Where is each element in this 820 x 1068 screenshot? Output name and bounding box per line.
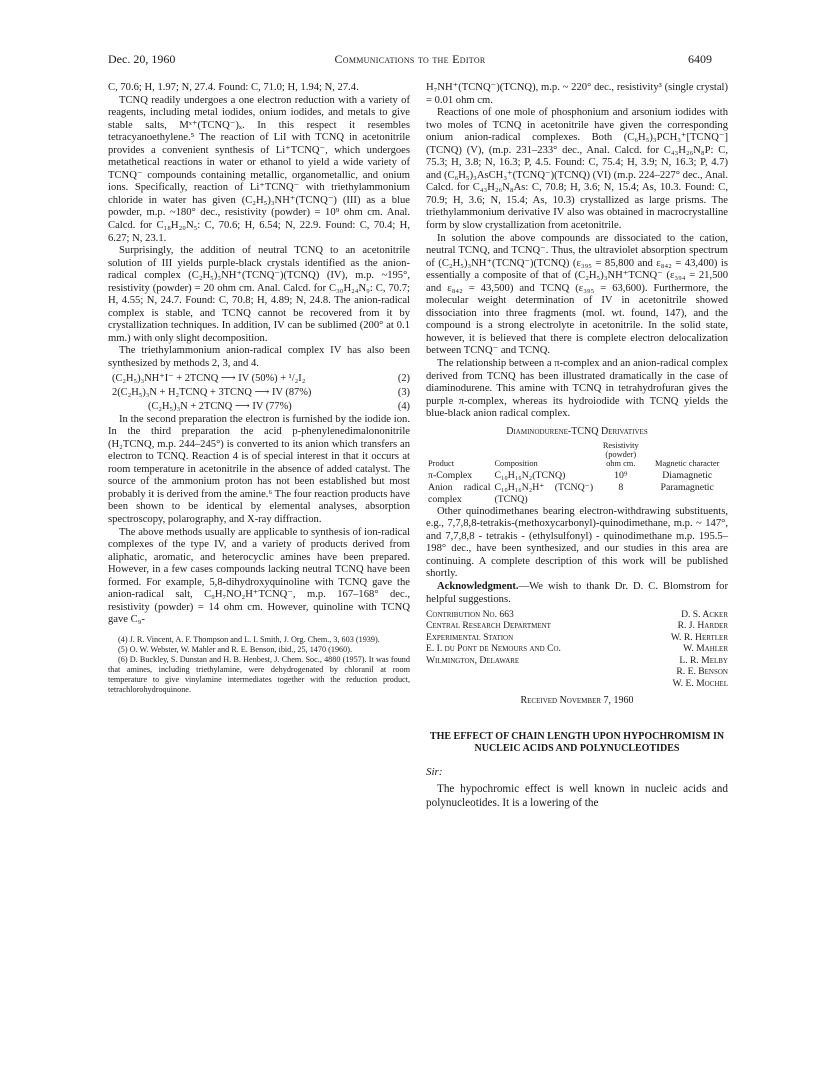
paragraph: The above methods usually are applicable to synthesis of ion-radical complexes of the type IV, and a variety of products derived from aliphatic, aromatic, and heterocyclic amines have been prepared. However, in a few cases compounds lacking neutral TCNQ have been formed. For example, 5,8-dihydroxyquinoline with TCNQ gave the anion-radical salt, C₉H₇NO₂H⁺TCNQ⁻, m.p. 167–168° dec., resistivity (powder) = 14 ohm cm. However, quinoline with TCNQ gave C₉- [108, 526, 410, 626]
equation-number: (2) [397, 372, 410, 384]
paragraph: H₇NH⁺(TCNQ⁻)(TCNQ), m.p. ~ 220° dec., resistivity³ (single crystal) = 0.01 ohm cm. [426, 82, 728, 106]
acknowledgment-label: Acknowledgment. [437, 580, 519, 592]
footnote-5: (5) O. W. Webster, W. Mahler and R. E. Benson, ibid., 25, 1470 (1960). [118, 644, 352, 654]
paragraph: C, 70.6; H, 1.97; N, 27.4. Found: C, 71.0; H, 1.94; N, 27.4. [108, 82, 359, 93]
table-cell: 8 [618, 482, 624, 494]
paragraph: TCNQ readily undergoes a one electron reduction with a variety of reagents, including metal iodides, onium iodides, and metals to give stable salts, Mˣ⁺(TCNQ⁻)ₓ. In this respect it resembles tetracyanoethylene.⁵ The reaction of LiI with TCNQ in acetonitrile provides a convenient synthesis of Li⁺TCNQ⁻, which undergoes metathetical reactions in water or ethanol to yield a wide variety of TCNQ⁻ compounds containing metallic, organometallic, and onium ions. Specifically, reaction of Li⁺TCNQ⁻ with triethylammonium chloride in water has given (C₂H₅)₃NH⁺(TCNQ⁻) (III) as a blue powder, m.p. ~180° dec., resistivity (powder) = 10⁹ ohm cm. Anal. Calcd. for C₁₈H₂₀N₅: C, 70.6; H, 6.54; N, 22.9. Found: C, 70.4; H, 6.27; N, 23.1. [108, 94, 410, 244]
author: R. J. Harder [677, 620, 728, 632]
page-number: 6409 [688, 52, 712, 66]
paragraph: In the second preparation the electron is furnished by the iodide ion. In the third preparation the acid p-phenylenedimalononitrile (H₂TCNQ, m.p. 244–245°) is converted to its anion which transfers an electron to TCNQ. Reaction 4 is of special interest in that it occurs at room temperature in acetonitrile in the absence of added catalyst. The source of the ammonium proton has not been established but most probably it is derived from the amine.⁶ The four reaction products have been shown to be identical by elemental analyses, absorption spectroscopy, polarography, and X-ray diffraction. [108, 413, 410, 525]
table-cell: Anion radical complex [428, 482, 491, 505]
table-cell: Paramagnetic [660, 482, 714, 494]
page-header [108, 52, 712, 68]
received-date: Received November 7, 1960 [520, 694, 634, 706]
table-row [426, 470, 728, 482]
paragraph: The relationship between a π-complex and an anion-radical complex derived from TCNQ has been illustrated dramatically in the case of diaminodurene. This amine with TCNQ in tetrahydrofuran gives the purple π-complex, whereas its hydroiodide with TCNQ yields the blue-black anion radical complex. [426, 358, 728, 420]
affiliation [426, 609, 618, 689]
affiliation-line: Central Research Department [426, 620, 551, 632]
author: W. R. Hertler [670, 631, 728, 643]
header-date: Dec. 20, 1960 [108, 52, 176, 66]
equation-3 [108, 386, 410, 399]
paragraph: Reactions of one mole of phosphonium and arsonium iodides with two moles of TCNQ in acetonitrile have given the corresponding onium anion-radical complexes. Both (C₆H₅)₃PCH₃⁺[TCNQ⁻](TCNQ) (V), (m.p. 231–233° dec., Anal. Calcd. for C₄₃H₂₆N₈P: C, 75.3; H, 3.8; N, 16.3; P, 4.5. Found: C, 75.4; H, 3.9; N, 16.3; P, 4.7) and (C₆H₅)₃AsCH₃⁺(TCNQ⁻)(TCNQ) (VI) (m.p. 224–227° dec., Anal. Calcd. for C₄₃H₂₆N₈As: C, 70.8; H, 3.6; N, 15.4; As, 10.3. Found: C, 70.9; H, 3.6; N, 15.4; As, 10.3) crystallized as large prisms. The triethylammonium derivative IV also was obtained in macrocrystalline form by slow crystallization from acetonitrile. [426, 107, 728, 232]
next-article-title: THE EFFECT OF CHAIN LENGTH UPON HYPOCHROMISM IN NUCLEIC ACIDS AND POLYNUCLEOTIDES [429, 731, 725, 754]
author: R. E. Benson [676, 666, 728, 678]
author: L. R. Melby [679, 654, 728, 666]
equation-text: 2(C₂H₅)₃N + H₂TCNQ + 3TCNQ ⟶ IV (87%) [112, 386, 312, 398]
header-journal-section: Communications to the Editor [334, 52, 486, 66]
table-header-magnetic: Magnetic character [655, 459, 720, 469]
table-header-composition: Composition [494, 459, 538, 469]
salutation: Sir: [426, 766, 443, 779]
right-column [426, 82, 728, 810]
author: W. E. Mochel [672, 677, 728, 689]
table-cell: C₁₀H₁₆N₂(TCNQ) [494, 470, 566, 482]
equation-number: (3) [397, 386, 410, 398]
acknowledgment [426, 581, 728, 606]
affiliation-line: Wilmington, Delaware [426, 654, 520, 666]
footnotes [108, 635, 410, 695]
table-title: Diaminodurene-TCNQ Derivatives [506, 425, 648, 437]
affiliation-line: E. I. du Pont de Nemours and Co. [426, 643, 561, 655]
equation-2 [108, 372, 410, 385]
paragraph: The triethylammonium anion-radical complex IV has also been synthesized by methods 2, 3, and 4. [108, 345, 410, 370]
authors [618, 609, 728, 689]
paragraph: Other quinodimethanes bearing electron-withdrawing substituents, e.g., 7,7,8,8-tetrakis-(methoxycarbonyl)-quinodimethane, m.p. ~ 147°, and 7,7,8,8 - tetrakis - (ethylsulfonyl) - quinodimethane m.p. 195.5–198° dec., have been synthesized, and our studies in this area are continuing. A complete description of this work will be published shortly. [426, 505, 728, 580]
author: W. Mahler [683, 643, 728, 655]
affiliation-line: Experimental Station [426, 631, 514, 643]
equation-text: (C₂H₅)₃NH⁺I⁻ + 2TCNQ ⟶ IV (50%) + ¹/₂I₂ [112, 372, 306, 384]
equation-text: (C₂H₅)₃N + 2TCNQ ⟶ IV (77%) [148, 400, 292, 412]
author: D. S. Acker [681, 609, 728, 621]
table-cell: C₁₀H₁₆N₂H⁺ (TCNQ⁻)(TCNQ) [494, 482, 594, 505]
footnote-6: (6) D. Buckley, S. Dunstan and H. B. Henbest, J. Chem. Soc., 4880 (1957). It was found that amines, including triethylamine, were dehydrogenated by chloranil at room temperature to give vinylamine intermediates together with the reduction product, tetrachlorohydroquinone. [108, 654, 410, 694]
equation-4 [108, 400, 410, 413]
table-row [426, 482, 728, 506]
affiliation-line: Contribution No. 663 [426, 609, 514, 621]
table-header-resistivity: Resistivity (powder) ohm cm. [602, 441, 639, 469]
table-cell: Diamagnetic [662, 470, 713, 482]
equation-number: (4) [397, 400, 410, 412]
paragraph: Surprisingly, the addition of neutral TCNQ to an acetonitrile solution of III yields purple-black crystals identified as the anion-radical complex (C₂H₅)₃NH⁺(TCNQ⁻)(TCNQ) (IV), m.p. ~195°, resistivity (powder) = 20 ohm cm. Anal. Calcd. for C₃₀H₂₄N₉: C, 70.7; H, 4.55; N, 24.7. Found: C, 70.8; H, 4.89; N, 24.8. The anion-radical complex is stable, and TCNQ cannot be recovered from it by crystallization techniques. In addition, IV can be sublimed (200° at 0.1 mm.) with only slight decomposition. [108, 245, 410, 344]
acknowledgment-text: —We wish to thank Dr. D. C. Blomstrom for helpful suggestions. [426, 580, 728, 605]
table-cell: 10⁹ [614, 470, 628, 482]
footnote-4: (4) J. R. Vincent, A. F. Thompson and L. I. Smith, J. Org. Chem., 3, 603 (1939). [118, 634, 380, 644]
left-column [108, 82, 410, 695]
paragraph: In solution the above compounds are dissociated to the cation, neutral TCNQ, and TCNQ⁻. Thus, the ultraviolet absorption spectrum of (C₂H₅)₃NH⁺(TCNQ⁻)(TCNQ) (ε₃₉₅ = 85,800 and ε₈₄₂ = 43,400) is essentially a composite of that of (C₂H₅)₃NH⁺TCNQ⁻ (ε₃₉₄ = 21,500 and ε₈₄₂ = 43,500) and TCNQ (ε₃₉₅ = 63,600). Furthermore, the molecular weight determination of IV in acetonitrile showed dissociation into three fragments (mol. wt. found, 147), and the compound is a strong electrolyte in acetonitrile. In the solid state, however, it is believed that there is complete electron delocalization between TCNQ⁻ and TCNQ. [426, 232, 728, 357]
derivatives-table [426, 441, 728, 505]
affiliation-block [426, 609, 728, 689]
table-cell: π-Complex [428, 470, 473, 482]
table-header-product: Product [428, 459, 455, 469]
next-article-lead: The hypochromic effect is well known in nucleic acids and polynucleotides. It is a lowering of the [426, 783, 728, 809]
